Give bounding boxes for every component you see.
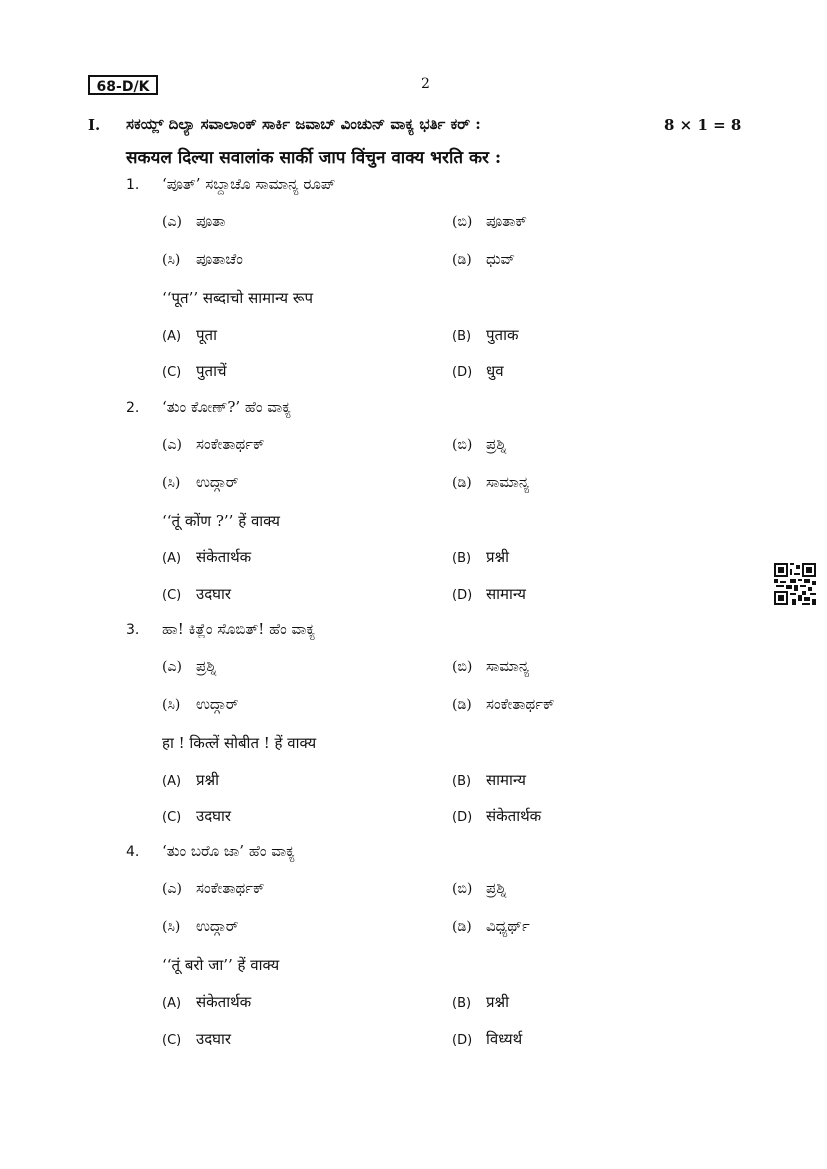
option-a-kannada: (ಎ) ಸಂಕೇತಾರ್ಥಕ್ [162,879,265,897]
qr-code-icon [774,563,816,605]
option-a-kannada: (ಎ) ಪ್ರಶ್ನಿ [162,657,217,675]
option-d-kannada: (ಡಿ) ಧುವ್ [452,250,515,268]
option-a-devanagari: (A) पूता [162,326,217,344]
section-marks: 8 × 1 = 8 [664,116,742,134]
option-a-kannada: (ಎ) ಸಂಕೇತಾರ್ಥಕ್ [162,435,265,453]
option-d-devanagari: (D) सामान्य [452,585,527,603]
question-number: 2. [126,400,140,416]
option-a-devanagari: (A) संकेतार्थक [162,993,252,1011]
question-number: 1. [126,177,140,193]
question-text-devanagari: ‘‘तूं कोंण ?’’ हें वाक्य [162,512,280,530]
question-text-kannada: ‘ಪೂತ್’ ಸಬ್ದಾಚೊ ಸಾಮಾನ್ಯ ರೂಪ್ [162,175,336,193]
option-d-kannada: (ಡಿ) ಸಂಕೇತಾರ್ಥಕ್ [452,695,555,713]
page-number: 2 [421,76,430,92]
option-b-devanagari: (B) पुताक [452,326,519,344]
question-text-devanagari: हा ! कित्लें सोबीत ! हें वाक्य [162,734,317,752]
option-c-kannada: (ಸಿ) ಉದ್ಗಾರ್ [162,917,239,935]
question-number: 3. [126,622,140,638]
option-c-devanagari: (C) उदघार [162,1030,232,1048]
option-b-kannada: (ಬಿ) ಪ್ರಶ್ನಿ [452,879,507,897]
question-text-kannada: ‘ತುಂ ಬರೊ ಜಾ’ ಹೆಂ ವಾಕ್ಯ [162,842,295,860]
option-a-devanagari: (A) प्रश्नी [162,771,220,789]
section-number: I. [88,116,101,134]
option-b-devanagari: (B) सामान्य [452,771,527,789]
question-text-kannada: ಹಾ! ಕಿತ್ಲೆಂ ಸೊಬಿತ್! ಹೆಂ ವಾಕ್ಯ [162,620,316,638]
section-instruction-kannada: ಸಕಯ್ಲ್ ದಿಲ್ಯಾ ಸವಾಲಾಂಕ್ ಸಾರ್ಕಿ ಜವಾಬ್ ವಿಂಚುನ್ ವಾಕ್ಯ ಭರ್ತಿ ಕರ್ : [126,115,481,133]
option-b-kannada: (ಬಿ) ಪೂತಾಕ್ [452,212,528,230]
option-a-kannada: (ಎ) ಪೂತಾ [162,212,226,230]
question-text-kannada: ‘ತುಂ ಕೋಣ್?’ ಹೆಂ ವಾಕ್ಯ [162,398,292,416]
option-d-kannada: (ಡಿ) ಸಾಮಾನ್ಯ [452,473,530,491]
option-d-devanagari: (D) धुव [452,362,504,380]
option-d-kannada: (ಡಿ) ವಿಧ್ಯರ್ಥ್ [452,917,530,935]
paper-code: 68-D/K [88,75,158,95]
option-c-kannada: (ಸಿ) ಉದ್ಗಾರ್ [162,695,239,713]
option-b-kannada: (ಬಿ) ಸಾಮಾನ್ಯ [452,657,530,675]
option-a-devanagari: (A) संकेतार्थक [162,548,252,566]
option-c-kannada: (ಸಿ) ಪೂತಾಚೆಂ [162,250,243,268]
option-c-devanagari: (C) उदघार [162,585,232,603]
option-c-devanagari: (C) पुताचें [162,362,227,380]
option-b-devanagari: (B) प्रश्नी [452,993,510,1011]
option-b-devanagari: (B) प्रश्नी [452,548,510,566]
option-c-devanagari: (C) उदघार [162,807,232,825]
option-b-kannada: (ಬಿ) ಪ್ರಶ್ನಿ [452,435,507,453]
option-d-devanagari: (D) विध्यर्थ [452,1030,523,1048]
option-c-kannada: (ಸಿ) ಉದ್ಗಾರ್ [162,473,239,491]
section-instruction-devanagari: सकयल दिल्या सवालांक सार्की जाप विंचुन वाक्य भरति कर : [126,148,502,168]
option-d-devanagari: (D) संकेतार्थक [452,807,542,825]
question-text-devanagari: ‘‘पूत’’ सब्दाचो सामान्य रूप [162,289,314,307]
question-text-devanagari: ‘‘तूं बरो जा’’ हें वाक्य [162,956,280,974]
question-number: 4. [126,844,140,860]
